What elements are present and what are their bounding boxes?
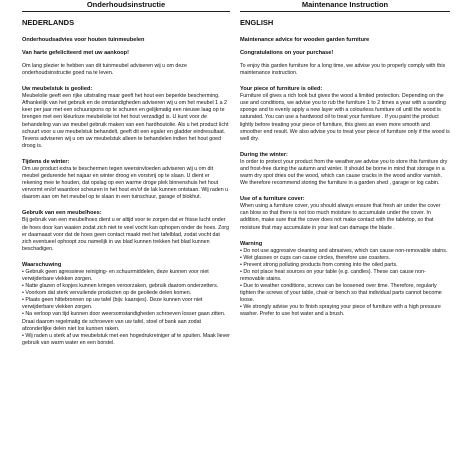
list-item: • Na verloop van tijd kunnen door weersomstandigheden schroeven losser gaan zitten. Draai daarom regelmatig de schroeven van uw tafel, stoel of bank aan zodat afzonderlijke delen niet los kunnen raken.: [22, 311, 226, 332]
list-item: • Do not use aggressive cleaning and abrasives, which can cause non-removable stains.: [240, 247, 448, 254]
list-item: • Plaats geen hittebronnen op uw tafel (bijv. kaarsjes). Deze kunnen voor niet verwijderbare vlekken zorgen.: [22, 297, 203, 311]
winter-section-title: During the winter:: [240, 151, 288, 158]
list-item: • Do not place heat sources on your table (e.g. candles). These can cause non-removable stains.: [240, 268, 426, 282]
cover-section-text: When using a furniture cover, you should always ensure that fresh air under the cover can blow so that there is not too much moisture to accumulate under the cover. In addition, make sure that the cover does not make contact with the tabletop, so that moisture that may accumulate in your leaf can damage the blade .: [240, 203, 441, 231]
list-item: • We strongly advise you to finish spraying your piece of furniture with a high pressure washer. Prefer to use hot water and a brush.: [240, 304, 441, 318]
congratulations-heading: Van harte gefeliciteerd met uw aankoop!: [22, 50, 129, 56]
column-title: Onderhoudsinstructie: [22, 0, 230, 12]
warning-section-title: Waarschuwing: [22, 261, 62, 268]
language-label: NEDERLANDS: [22, 18, 75, 27]
language-label: ENGLISH: [240, 18, 274, 27]
warning-list: [240, 248, 450, 319]
warning-list: [22, 269, 230, 347]
cover-section-title: Gebruik van een meubelhoes:: [22, 210, 102, 217]
oiled-section-title: Uw meubelstuk is geolied:: [22, 86, 93, 93]
advice-heading: Onderhoudsadvies voor houten tuinmeubelen: [22, 37, 145, 43]
list-item: • Wij raden u sterk af uw meubelstuk met een hogedrukreiniger af te spuiten. Maak liever gebruik van warm water en een borstel.: [22, 332, 230, 346]
column-title: Maintenance Instruction: [240, 0, 450, 12]
winter-section-title: Tijdens de winter:: [22, 158, 70, 165]
intro-text: To enjoy this garden furniture for a long time, we advise you to properly comply with this maintenance instruction.: [240, 63, 446, 77]
winter-section-text: Om uw product extra te beschermen tegen weersinvloeden adviseren wij u om dit meubel gedurende het najaar en winter droog en vorstvrij op te slaan. U dient er rekening mee te houden, dat opslag op een warme droge plek binnenshuis het hout vervormt en/of waardoor scheuren in het hout en/of de lak kunnen ontstaan. Wij raden u daarom aan om het meubel op te slaan in een tuinschuur, garage of blokhut.: [22, 165, 229, 201]
list-item: • Due to weather conditions, screws can be loosened over time. Therefore, regularly tighten the screws of your table, chair or bench so that individual parts cannot become loose.: [240, 283, 442, 304]
oiled-section-title: Your piece of furniture is oiled:: [240, 86, 323, 93]
congratulations-heading: Congratulations on your purchase!: [240, 50, 334, 56]
dutch-column: [22, 0, 230, 347]
list-item: • Natte glazen of kopjes kunnen kringen veroorzaken, gebruik daarom onderzetters.: [22, 283, 219, 290]
list-item: • Wet glasses or cups can cause circles, therefore use coasters.: [240, 254, 391, 261]
intro-text: Om lang plezier te hebben van dit tuinmeubel adviseren wij u om deze onderhoudsinstructie goed na te leven.: [22, 63, 187, 77]
winter-section-text: In order to protect your product from the weather,we advise you to store this furniture dry and frost-free during the autumn and winter. It should be borne in mind that storage in a warm dry spot dries out the wood, which can cause cracks in the wood and/or varnish. We therefore recommend storing the furniture in a garden shed , garage or log cabin.: [240, 158, 448, 187]
oiled-section-text: Furniture oil gives a rich look but gives the wood a limited protection. Depending on the use and conditions, we advise you to rub the furniture 1 to 2 times a year with a sanding sponge and to evenly apply a new layer with a colourless furniture oil until the wood is saturated. You can use a hardwood oil to treat your furniture . If you paint the product lightly before treating your piece of furniture, this gives an even more smooth and smoother end result. We also advise you to treat your piece of furniture only if the wood is well dry.: [240, 93, 450, 142]
list-item: • Voorkom dat sterk vervuilende producten op de geoliede delen komen.: [22, 290, 192, 297]
list-item: • Prevent strong polluting products from coming into the oiled parts.: [240, 261, 398, 268]
cover-section-text: Bij gebruik van een meubelhoes dient u er altijd voor te zorgen dat er frisse lucht onder de hoes door kan waaien zodat zich niet te veel vocht kan ophopen onder de hoes. Zorg er daarnaast voor dat de hoes geen contact maakt met het tafelblad, zodat vocht dat zich eventueel ophoopt zou namelijk in uw blad kunnen trekken het blad kunnen beschadigen.: [22, 217, 230, 252]
warning-section-title: Warning: [240, 240, 263, 247]
cover-section-title: Use of a furniture cover:: [240, 196, 305, 203]
list-item: • Gebruik geen agressieve reiniging- en schuurmiddelen, deze kunnen voor niet verwijderbare vlekken zorgen.: [22, 268, 209, 282]
english-column: [240, 0, 450, 319]
advice-heading: Maintenance advice for wooden garden furniture: [240, 37, 370, 43]
oiled-section-text: Meubelolie geeft een rijke uitstraling maar geeft het hout een beperkte bescherming. Afhankelijk van het gebruik en de omstandigheden adviseren wij u om het meubel 1 a 2 keer per jaar met een schuurspons op te schuren en gelijkmatig een nieuwe laag op te brengen met een kleurloze meubelolie tot het hout verzadigd is. U kunt voor de behandeling van uw meubel gebruik maken van een hardhoutolie. Als u het product licht schuurt voor u uw meubelstuk behandelt, geeft dit een egaler en gladder eindresultaat. Tevens adviseren wij u om uw meubelstuk alleen te behandelen indien het hout goed droog is.: [22, 93, 229, 149]
